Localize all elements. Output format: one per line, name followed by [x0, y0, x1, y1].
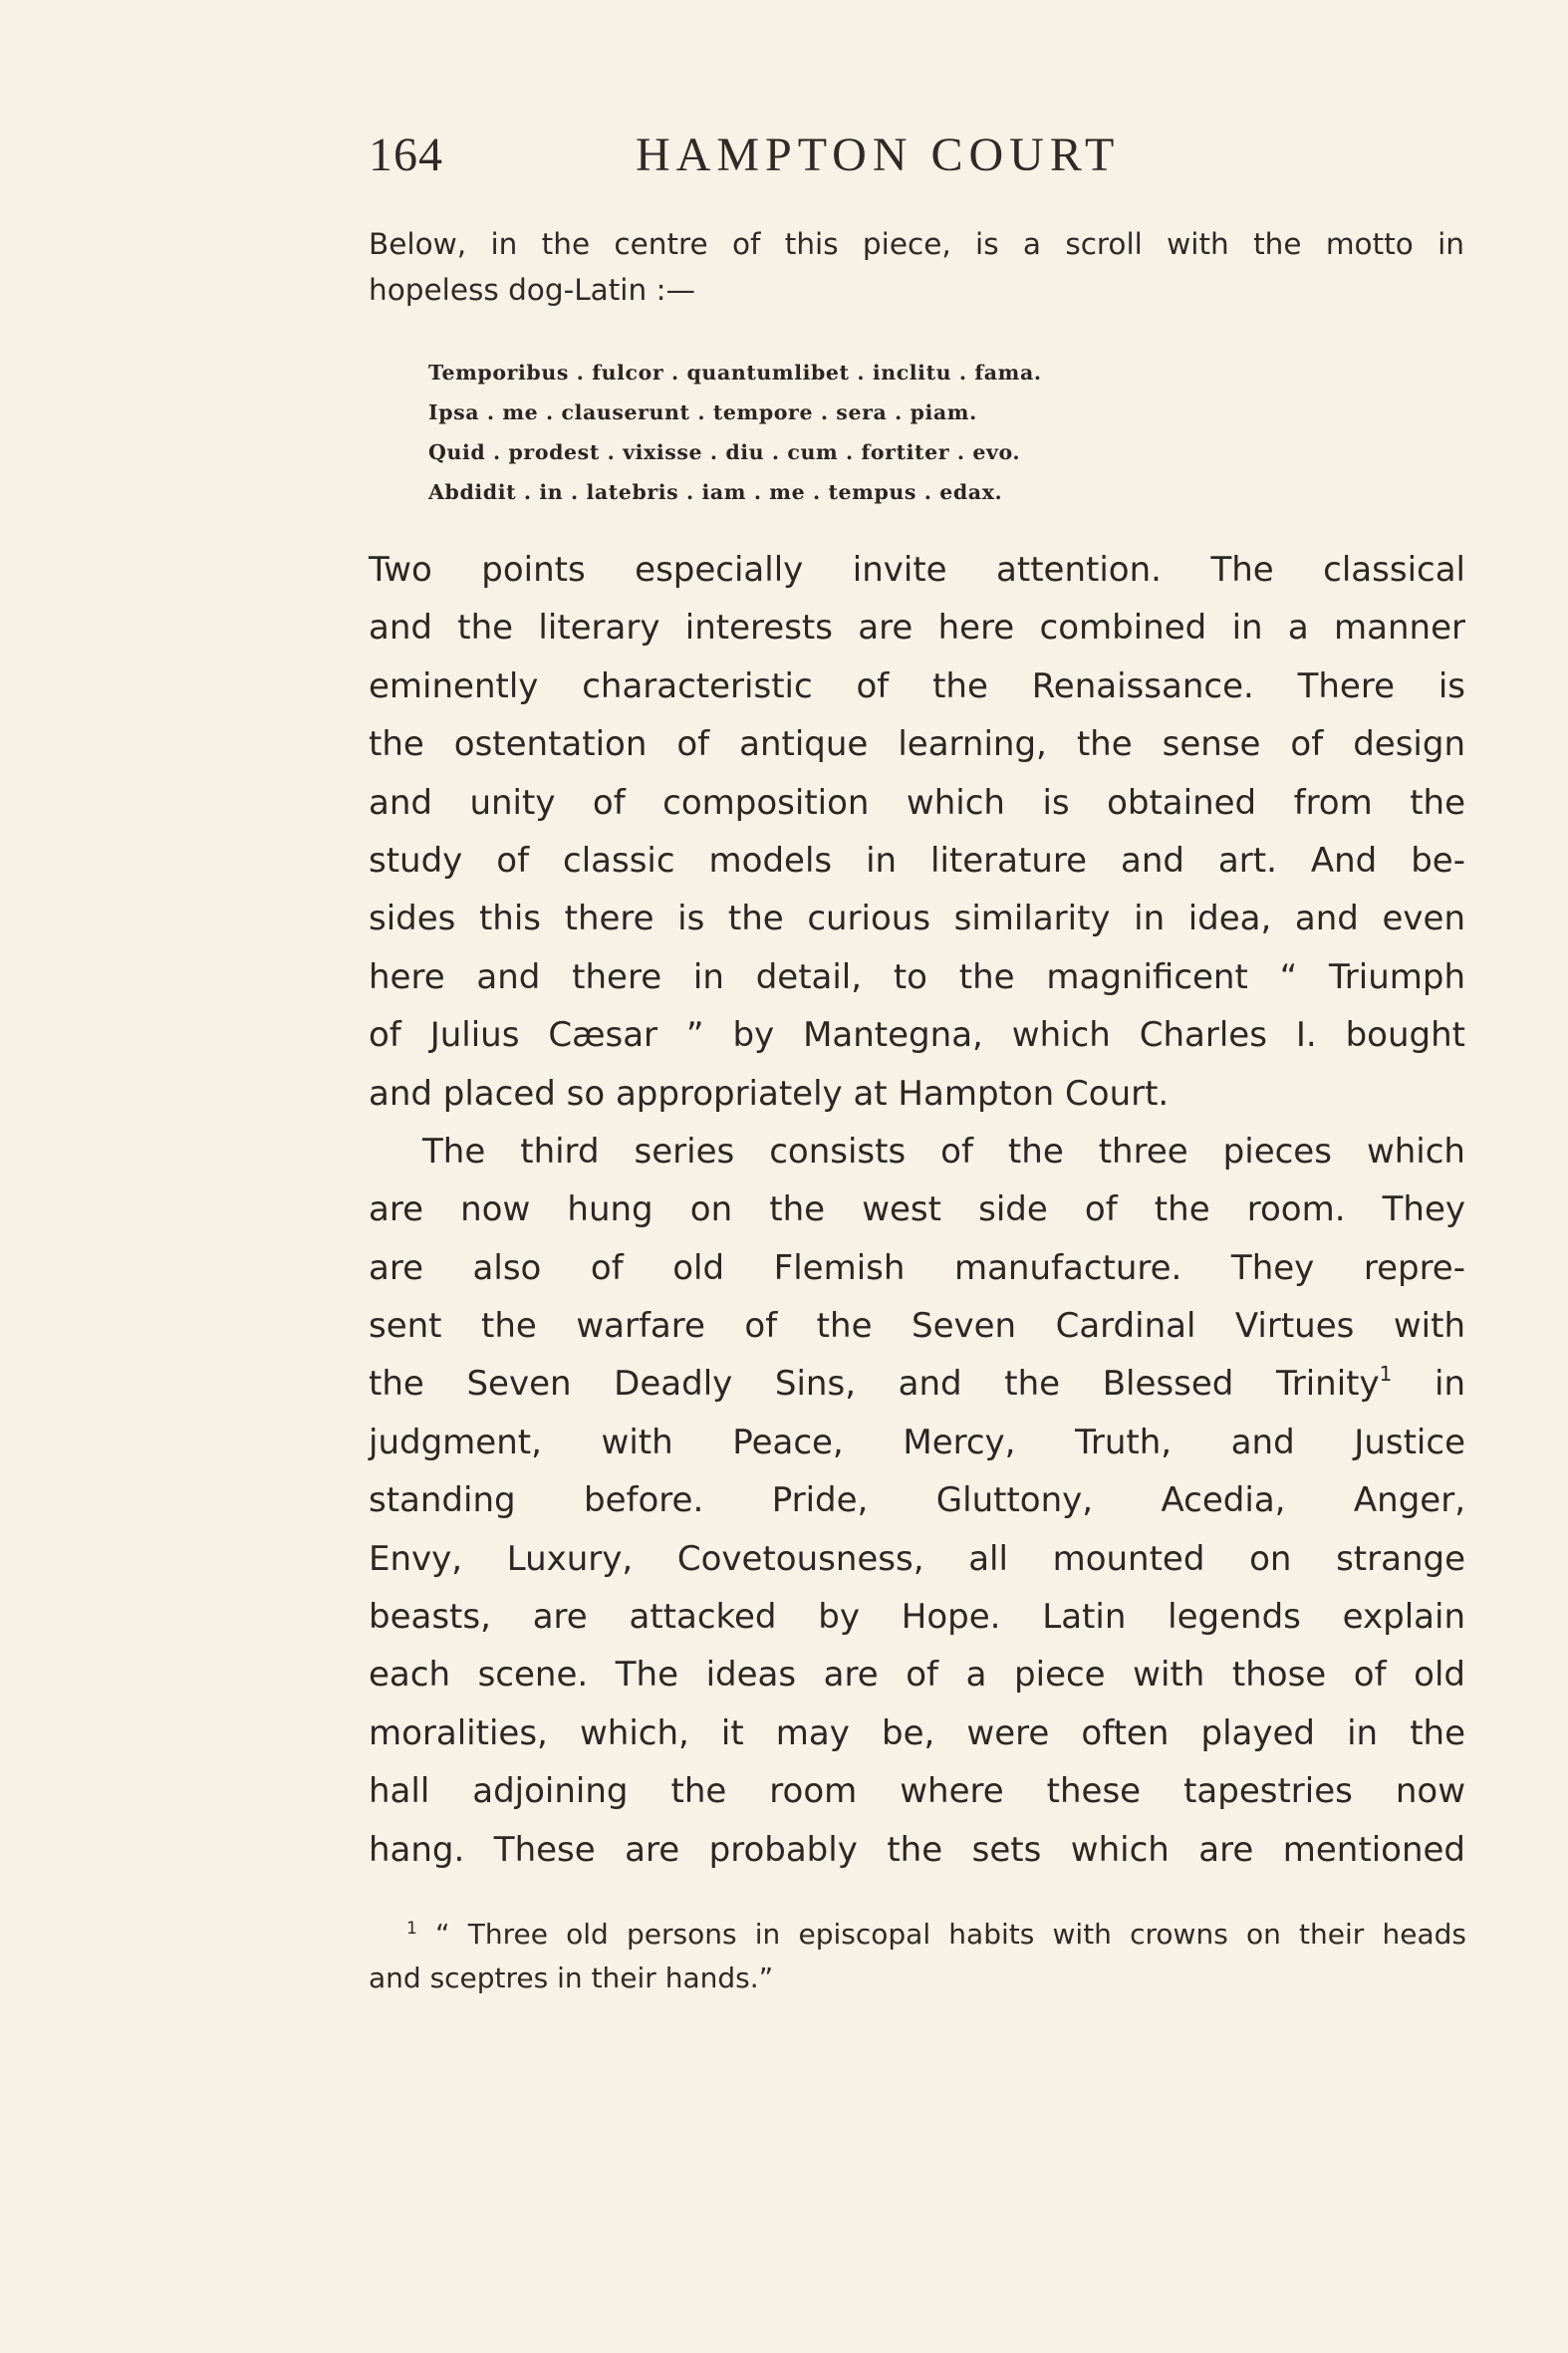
text-line: standing before. Pride, Gluttony, Acedia, Anger, [369, 1480, 1465, 1521]
text-segment: “ Three old persons in episcopal habits with crowns on their heads [416, 1918, 1466, 1951]
body-text [369, 541, 1465, 1879]
page-number: 164 [369, 129, 443, 181]
running-title: HAMPTON COURT [636, 129, 1121, 181]
text-line: moralities, which, it may be, were often played in the [369, 1712, 1465, 1753]
text-line: Two points especially invite attention. The classical [369, 550, 1465, 590]
text-line: are now hung on the west side of the room. They [369, 1189, 1465, 1230]
text-line: study of classic models in literature and art. And be- [369, 840, 1465, 881]
text-line: Below, in the centre of this piece, is a scroll with the motto in [369, 227, 1464, 261]
motto-line: Quid . prodest . vixisse . diu . cum . fortiter . evo. [428, 440, 1021, 464]
intro-paragraph [369, 221, 1464, 313]
footnote-line [369, 1913, 1466, 1957]
footnote-line: and sceptres in their hands.” [369, 1961, 774, 1994]
motto-line: Abdidit . in . latebris . iam . me . tempus . edax. [428, 480, 1003, 504]
footnote-marker: 1 [406, 1919, 417, 1939]
text-line: sides this there is the curious similarity in idea, and even [369, 899, 1465, 939]
text-segment: in [1392, 1364, 1465, 1405]
text-line: and unity of composition which is obtained from the [369, 782, 1465, 823]
text-line: and the literary interests are here combined in a manner [369, 608, 1465, 649]
text-line: are also of old Flemish manufacture. They repre- [369, 1247, 1465, 1288]
text-line-with-footnote [369, 1355, 1465, 1413]
text-line: hopeless dog-Latin :— [369, 273, 696, 307]
text-segment: the Seven Deadly Sins, and the Blessed Trinity [369, 1364, 1380, 1405]
text-line: and placed so appropriately at Hampton Court. [369, 1073, 1170, 1114]
footnote [369, 1913, 1466, 2000]
text-line: each scene. The ideas are of a piece with those of old [369, 1655, 1465, 1696]
latin-motto [428, 353, 1325, 512]
text-line: beasts, are attacked by Hope. Latin legends explain [369, 1597, 1465, 1638]
footnote-reference[interactable]: 1 [1379, 1362, 1393, 1387]
text-line: here and there in detail, to the magnificent “ Triumph [369, 956, 1465, 997]
text-line: judgment, with Peace, Mercy, Truth, and Justice [369, 1422, 1465, 1462]
text-line: the ostentation of antique learning, the sense of design [369, 724, 1465, 765]
motto-line: Ipsa . me . clauserunt . tempore . sera . piam. [428, 400, 977, 424]
text-line: of Julius Cæsar ” by Mantegna, which Charles I. bought [369, 1015, 1465, 1056]
text-line: The third series consists of the three pieces which [422, 1131, 1465, 1172]
text-line: hall adjoining the room where these tapestries now [369, 1771, 1465, 1812]
motto-line: Temporibus . fulcor . quantumlibet . inclitu . fama. [428, 361, 1042, 385]
text-line: Envy, Luxury, Covetousness, all mounted on strange [369, 1538, 1465, 1579]
text-line: hang. These are probably the sets which are mentioned [369, 1829, 1465, 1870]
page-header [369, 128, 1265, 187]
text-line: sent the warfare of the Seven Cardinal Virtues with [369, 1306, 1465, 1347]
text-line: eminently characteristic of the Renaissance. There is [369, 665, 1465, 706]
